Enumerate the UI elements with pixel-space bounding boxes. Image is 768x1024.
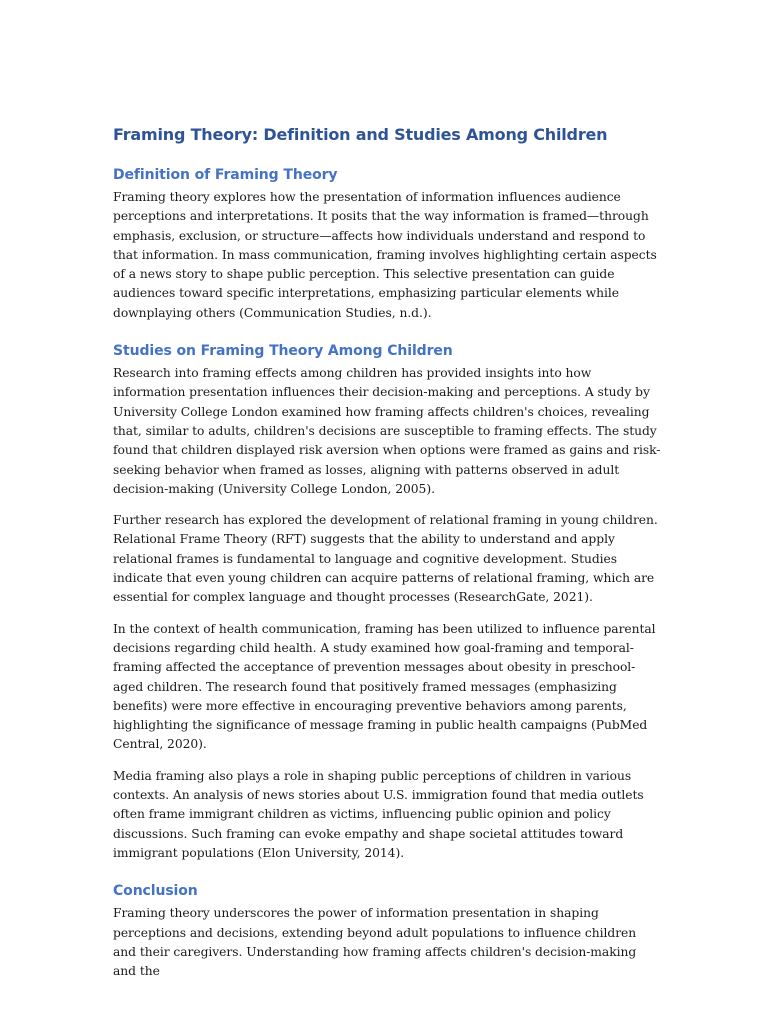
paragraph: In the context of health communication, framing has been utilized to influence parental decisions regarding child health. A study examined how goal-framing and temporal-framing affected the acceptance of prevention messages about obesity in preschool-aged children. The research found that positively framed messages (emphasizing benefits) were more effective in encouraging preventive behaviors among parents, highlighting the significance of message framing in public health campaigns (PubMed Central, 2020). [113,621,656,752]
paragraph: Further research has explored the development of relational framing in young children. Relational Frame Theory (RFT) suggests that the ability to understand and apply relational frames is fundamental to language and cognitive development. Studies indicate that even young children can acquire patterns of relational framing, which are essential for complex language and thought processes (ResearchGate, 2021). [113,513,658,605]
document-title: Framing Theory: Definition and Studies Among Children [113,125,608,144]
paragraph: Research into framing effects among children has provided insights into how information presentation influences their decision-making and perceptions. A study by University College London examined how framing affects children's choices, revealing that, similar to adults, children's decisions are susceptible to framing effects. The study found that children displayed risk aversion when options were framed as gains and risk-seeking behavior when framed as losses, aligning with patterns observed in adult decision-making (University College London, 2005). [113,366,661,496]
section-conclusion [113,881,661,981]
section-heading: Studies on Framing Theory Among Children [113,343,453,360]
paragraph: Framing theory explores how the presentation of information influences audience perceptions and interpretations. It posits that the way information is framed—through emphasis, exclusion, or structure—affects how individuals understand and respond to that information. In mass communication, framing involves highlighting certain aspects of a news story to shape public perception. This selective presentation can guide audiences toward specific interpretations, emphasizing particular elements while downplaying others (Communication Studies, n.d.). [113,190,657,320]
section-heading: Conclusion [113,883,198,900]
section-studies [113,341,661,863]
paragraph: Framing theory underscores the power of information presentation in shaping perceptions and decisions, extending beyond adult populations to influence children and their caregivers. Understanding how framing affects children's decision-making and the [113,906,637,979]
paragraph: Media framing also plays a role in shaping public perceptions of children in various contexts. An analysis of news stories about U.S. immigration found that media outlets often frame immigrant children as victims, influencing public opinion and policy discussions. Such framing can evoke empathy and shape societal attitudes toward immigrant populations (Elon University, 2014). [113,768,644,860]
section-definition [113,165,661,323]
document-page [113,123,661,993]
section-heading: Definition of Framing Theory [113,167,338,183]
